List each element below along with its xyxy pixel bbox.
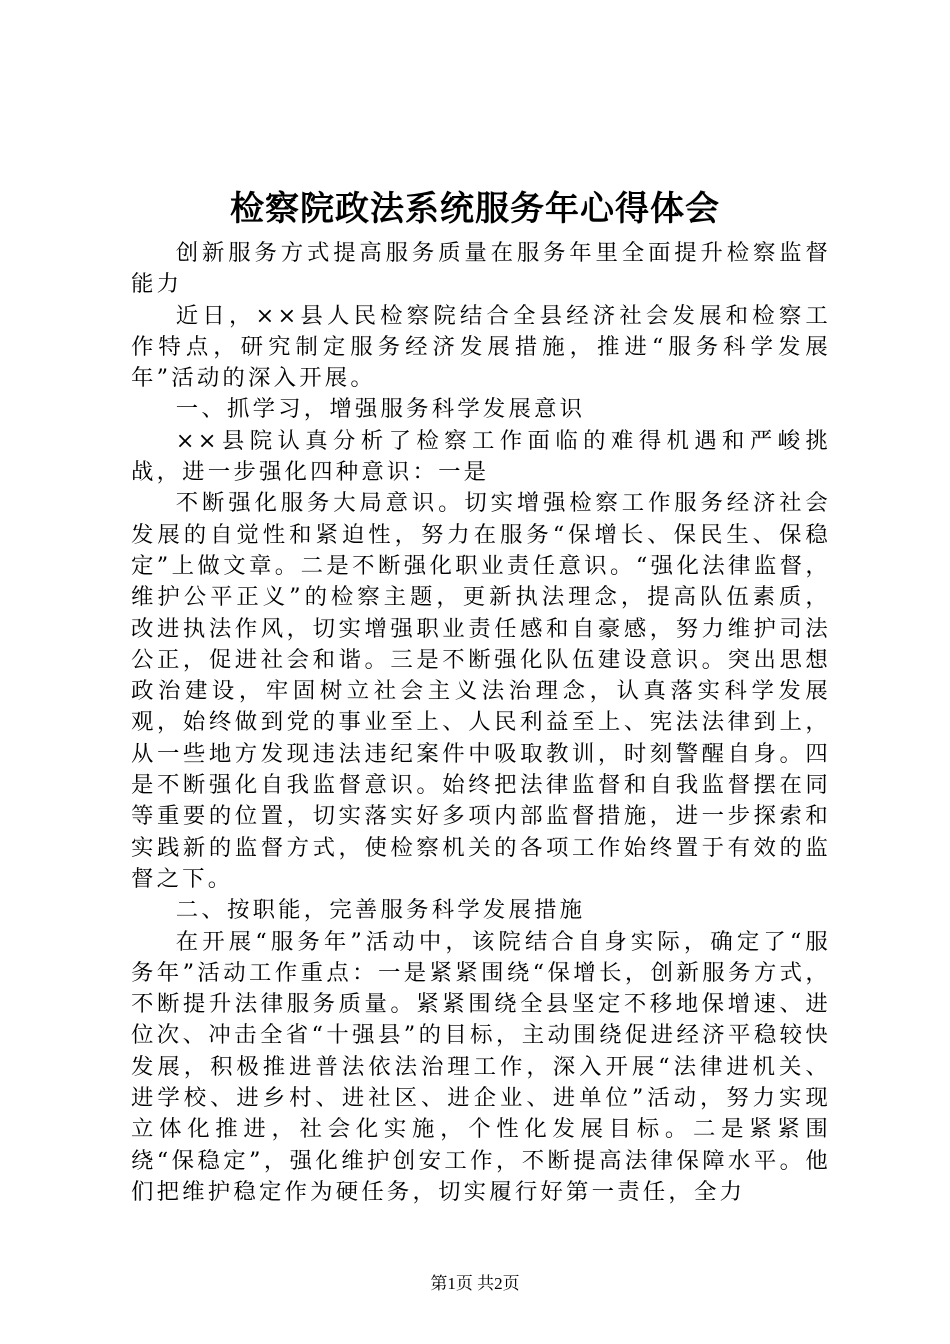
paragraph-subtitle: 创新服务方式提高服务质量在服务年里全面提升检察监督能力 [131, 240, 831, 298]
paragraph-intro: 近日，××县人民检察院结合全县经济社会发展和检察工作特点，研究制定服务经济发展措施，推进“服务科学发展年”活动的深入开展。 [131, 302, 831, 392]
document-body [131, 238, 831, 1208]
document-title: 检察院政法系统服务年心得体会 [230, 189, 720, 229]
paragraph-section2-body: 在开展“服务年”活动中，该院结合自身实际，确定了“服务年”活动工作重点：一是紧紧围绕“保增长，创新服务方式，不断提升法律服务质量。紧紧围绕全县坚定不移地保增速、进位次、冲击全省“十强县”的目标，主动围绕促进经济平稳较快发展，积极推进普法依法治理工作，深入开展“法律进机关、进学校、进乡村、进社区、进企业、进单位”活动，努力实现立体化推进，社会化实施，个性化发展目标。二是紧紧围绕“保稳定”，强化维护创安工作，不断提高法律保障水平。他们把维护稳定作为硬任务，切实履行好第一责任，全力 [131, 928, 831, 1205]
section-heading-2: 二、按职能，完善服务科学发展措施 [175, 897, 586, 924]
page-number: 第1页 共2页 [430, 1274, 520, 1293]
paragraph-section1-lead: ××县院认真分析了检察工作面临的难得机遇和严峻挑战，进一步强化四种意识：一是 [131, 427, 831, 486]
paragraph-section1-body: 不断强化服务大局意识。切实增强检察工作服务经济社会发展的自觉性和紧迫性，努力在服务“保增长、保民生、保稳定”上做文章。二是不断强化职业责任意识。“强化法律监督，维护公平正义”的检察主题，更新执法理念，提高队伍素质，改进执法作风，切实增强职业责任感和自豪感，努力维护司法公正，促进社会和谐。三是不断强化队伍建设意识。突出思想政治建设，牢固树立社会主义法治理念，认真落实科学发展观，始终做到党的事业至上、人民利益至上、宪法法律到上，从一些地方发现违法违纪案件中吸取教训，时刻警醒自身。四是不断强化自我监督意识。始终把法律监督和自我监督摆在同等重要的位置，切实落实好多项内部监督措施，进一步探索和实践新的监督方式，使检察机关的各项工作始终置于有效的监督之下。 [131, 490, 831, 892]
section-heading-1: 一、抓学习，增强服务科学发展意识 [175, 396, 586, 423]
